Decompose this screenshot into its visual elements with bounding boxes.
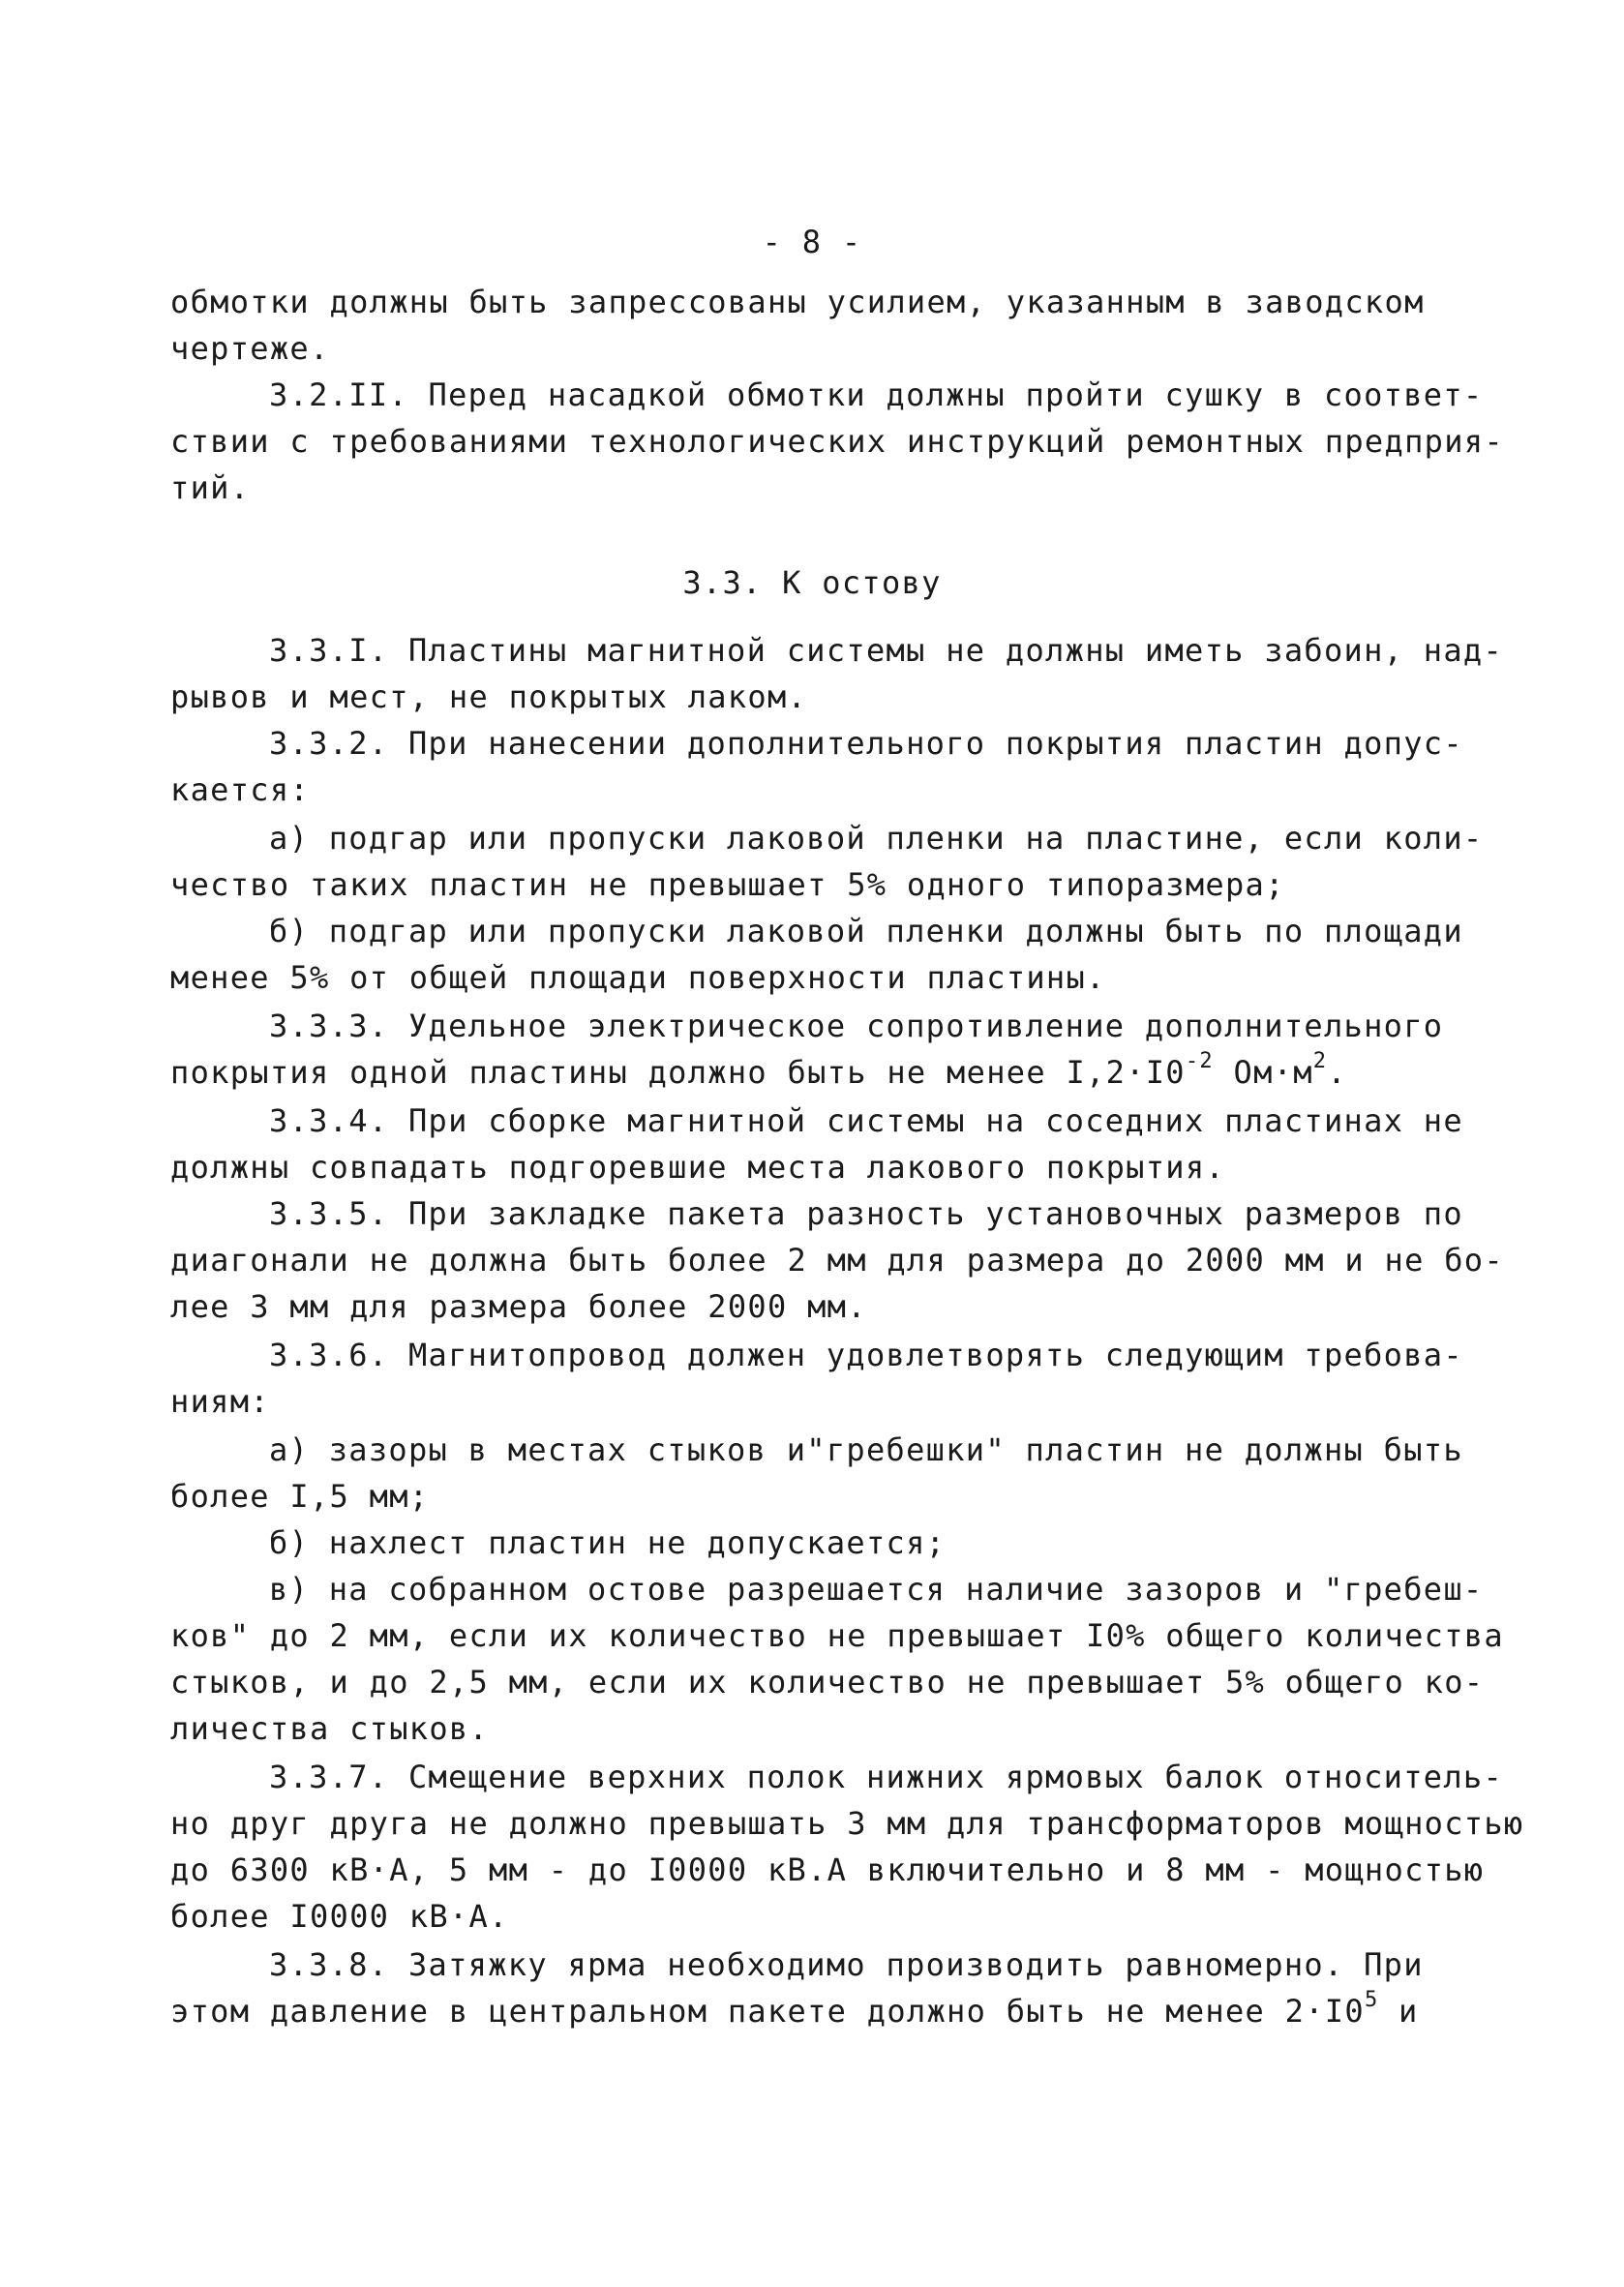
text-line: чество таких пластин не превышает 5% одного типоразмера; [170,866,1285,903]
text-line: личества стыков. [170,1710,490,1747]
unit-exponent: 2 [1312,1049,1328,1074]
paragraph-3-3-3: 3.3.3. Удельное электрическое сопротивление дополнительного [269,1008,1444,1044]
formula-exponent: 5 [1364,1988,1379,2013]
formula-unit: Ом·м [1213,1054,1313,1091]
paragraph-3-3-5: 3.3.5. При закладке пакета разность установочных размеров по [269,1195,1463,1232]
text-line-with-formula [170,1049,1347,1096]
paragraph-3-3-2: 3.3.2. При нанесении дополнительного покрытия пластин допус- [269,725,1463,762]
text-line: лее 3 мм для размера более 2000 мм. [170,1288,867,1325]
text-line-with-formula [170,1988,1419,2034]
paragraph-3-3-7: 3.3.7. Смещение верхних полок нижних ярмовых балок относитель- [269,1759,1504,1795]
list-item-a: а) зазоры в местах стыков и"гребешки" пластин не должны быть [269,1431,1463,1468]
formula-end: . [1327,1054,1347,1091]
formula-text: этом давление в центральном пакете должно быть не менее 2·I0 [170,1993,1365,2030]
text-line: стыков, и до 2,5 мм, если их количество не превышает 5% общего ко- [170,1664,1485,1700]
paragraph-3-3-4: 3.3.4. При сборке магнитной системы на соседних пластинах не [269,1102,1463,1139]
text-line: тий. [170,469,251,506]
list-item-c: в) на собранном остове разрешается наличие зазоров и "гребеш- [269,1571,1484,1608]
text-line: до 6300 кВ·А, 5 мм - до I0000 кВ.А включительно и 8 мм - мощностью [170,1851,1485,1888]
list-item-a: а) подгар или пропуски лаковой пленки на пластине, если коли- [269,820,1484,857]
text-line: диагонали не должна быть более 2 мм для размера до 2000 мм и не бо- [170,1242,1504,1279]
text-line: должны совпадать подгоревшие места лакового покрытия. [170,1149,1225,1186]
text-line: ков" до 2 мм, если их количество не превышает I0% общего количества [170,1617,1504,1654]
list-item-b: б) подгар или пропуски лаковой пленки должны быть по площади [269,913,1463,949]
text-line: более I,5 мм; [170,1478,430,1515]
page-number: - 8 - [762,224,862,260]
paragraph-3-3-1: 3.3.I. Пластины магнитной системы не должны иметь забоин, над- [269,632,1504,669]
text-line: более I0000 кВ·А. [170,1898,509,1935]
formula-exponent: -2 [1185,1049,1214,1074]
text-line: ниям: [170,1383,270,1420]
paragraph-3-3-8: 3.3.8. Затяжку ярма необходимо производить равномерно. При [269,1946,1424,1983]
text-line: обмотки должны быть запрессованы усилием, указанным в заводском [170,284,1425,320]
paragraph-3-3-6: 3.3.6. Магнитопровод должен удовлетворять следующим требова- [269,1337,1463,1373]
text-line: кается: [170,771,310,808]
section-heading: 3.3. К остову [682,564,942,601]
formula-end: и [1378,1993,1419,2030]
text-line: но друг друга не должно превышать 3 мм для трансформаторов мощностью [170,1805,1524,1842]
text-line: менее 5% от общей площади поверхности пластины. [170,959,1106,996]
text-line: ствии с требованиями технологических инструкций ремонтных предприя- [170,423,1504,460]
paragraph-3-2-11: 3.2.II. Перед насадкой обмотки должны пройти сушку в соответ- [269,376,1484,413]
text-line: рывов и мест, не покрытых лаком. [170,678,808,715]
text-line: чертеже. [170,330,330,367]
formula-text: покрытия одной пластины должно быть не менее I,2·I0 [170,1054,1186,1091]
list-item-b: б) нахлест пластин не допускается; [269,1524,947,1561]
